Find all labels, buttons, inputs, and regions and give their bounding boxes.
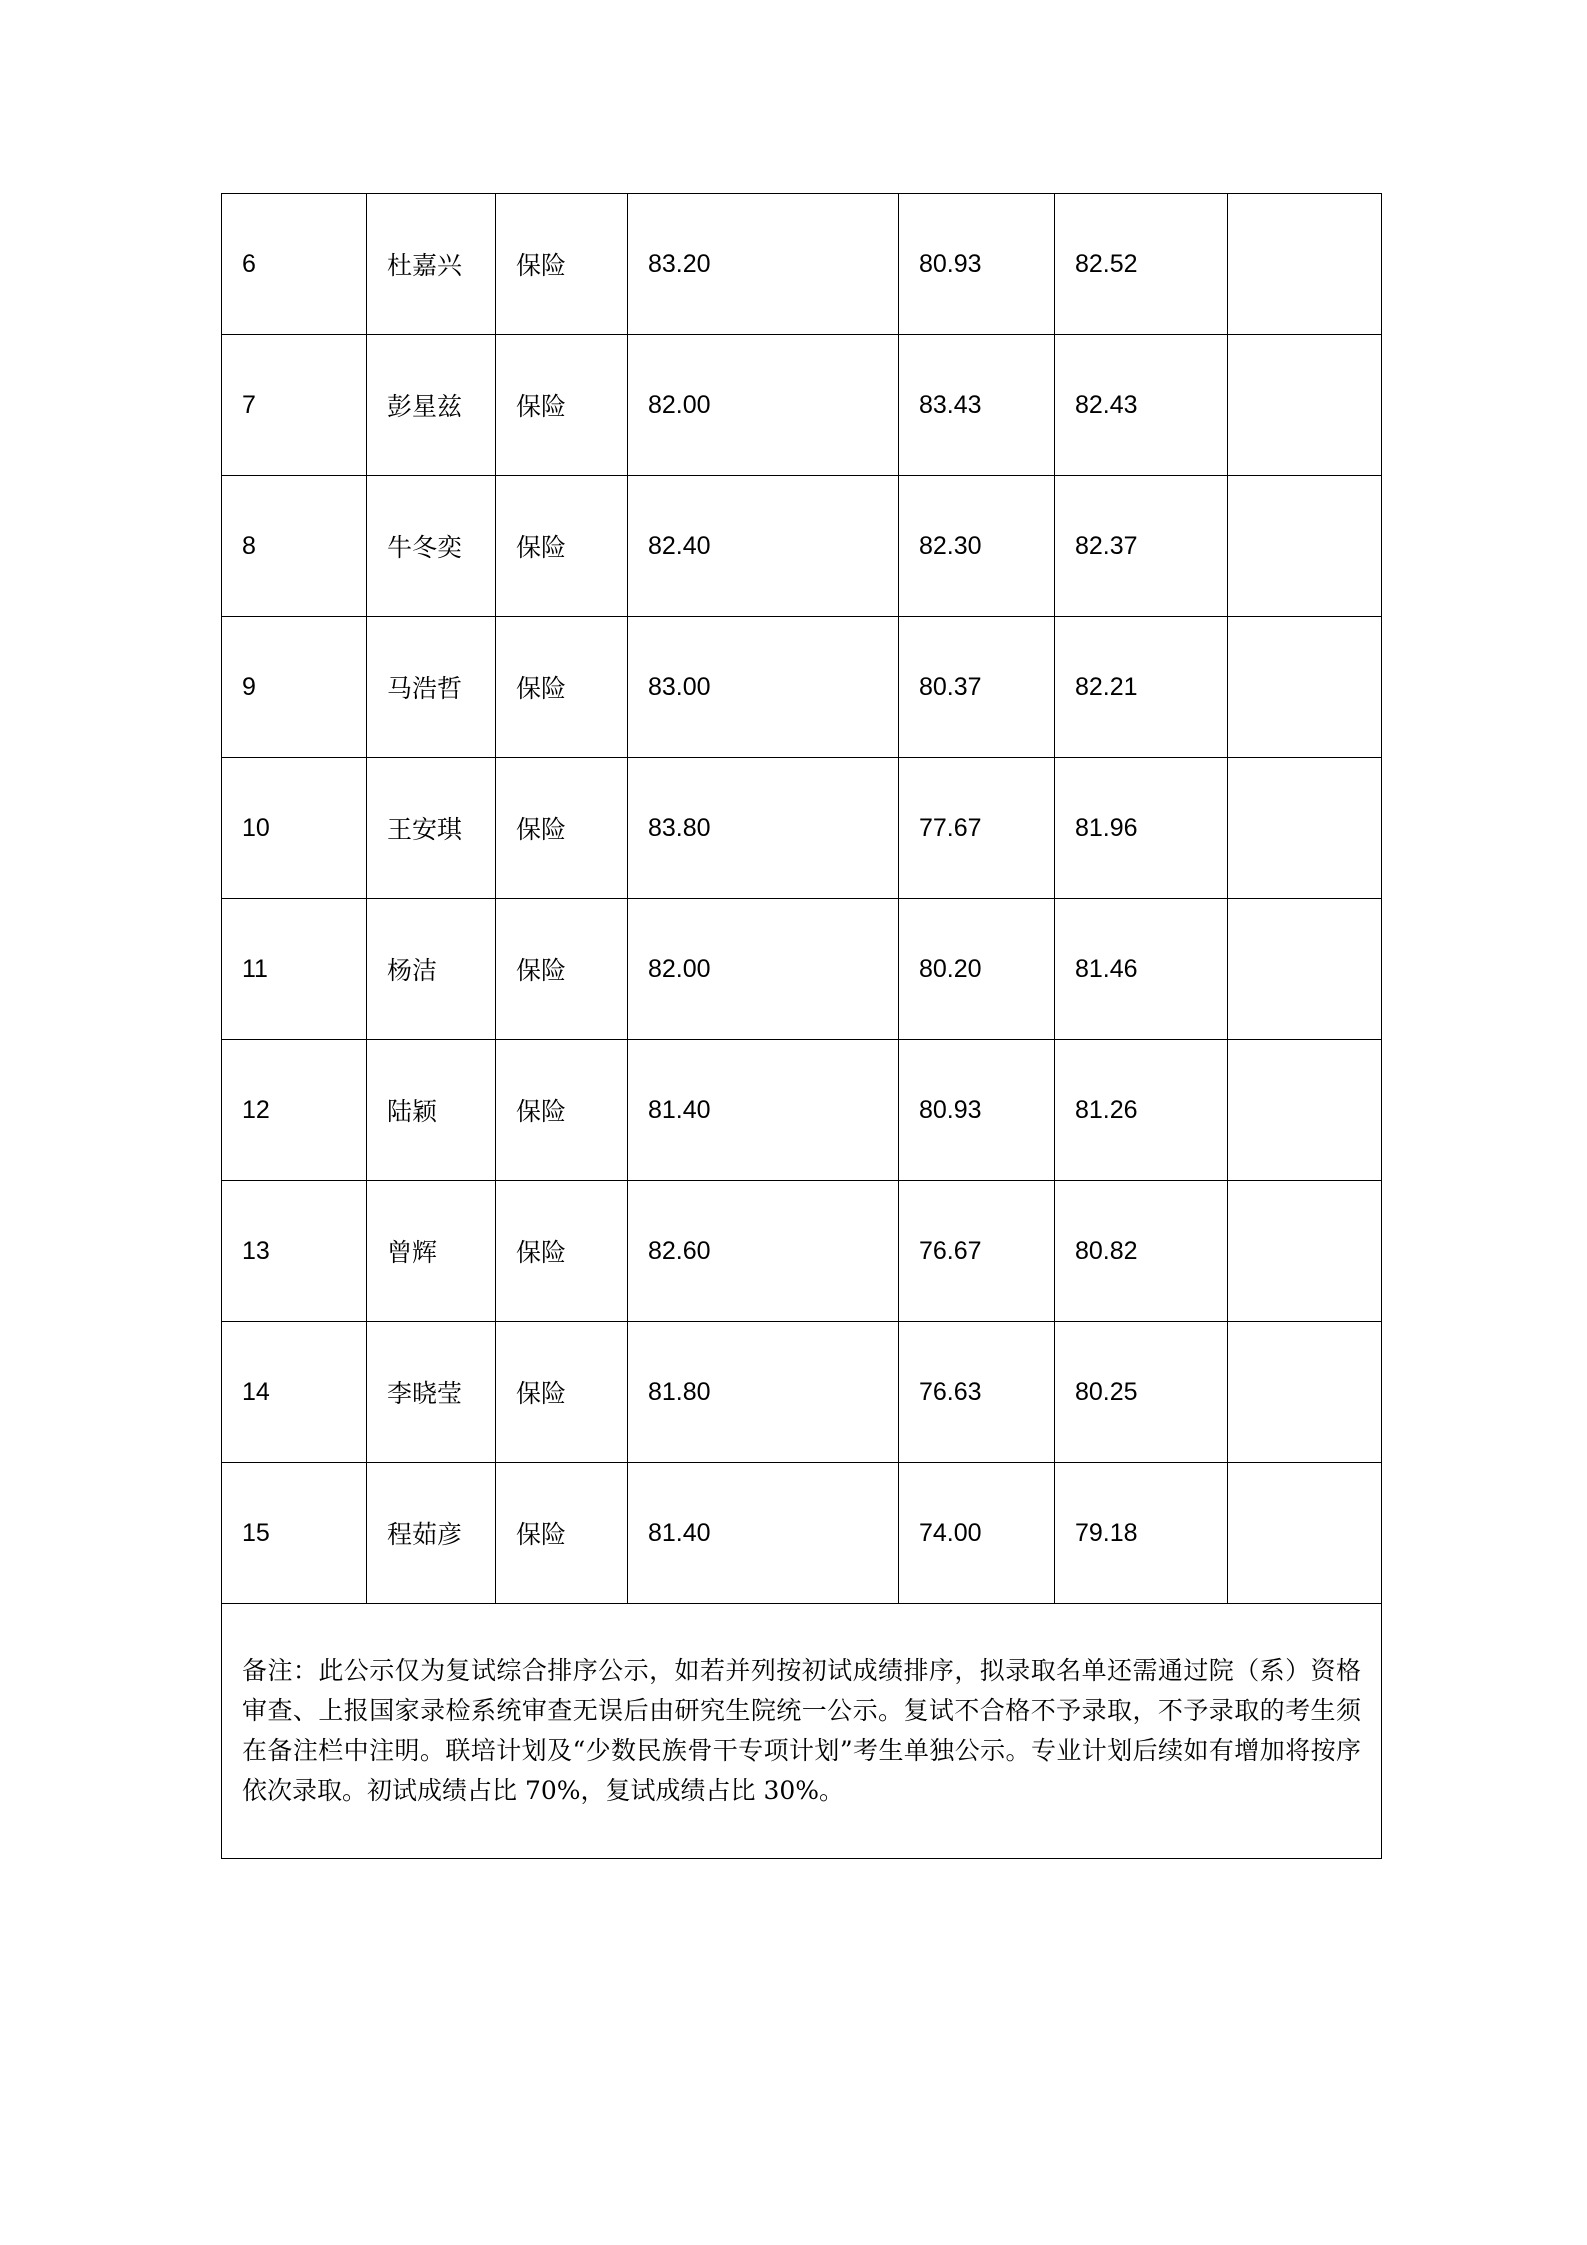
total-score-cell: 81.96 bbox=[1055, 758, 1228, 899]
retest-score-cell: 77.67 bbox=[899, 758, 1055, 899]
remark-cell bbox=[1228, 1181, 1382, 1322]
remark-cell bbox=[1228, 1040, 1382, 1181]
major-cell: 保险 bbox=[496, 1181, 628, 1322]
total-score-cell: 80.82 bbox=[1055, 1181, 1228, 1322]
retest-ranking-table bbox=[221, 193, 1382, 1859]
major-cell: 保险 bbox=[496, 1040, 628, 1181]
name-cell: 牛冬奕 bbox=[367, 476, 496, 617]
name-cell: 彭星兹 bbox=[367, 335, 496, 476]
total-score-cell: 80.25 bbox=[1055, 1322, 1228, 1463]
table-row bbox=[222, 899, 1382, 1040]
name-cell: 李晓莹 bbox=[367, 1322, 496, 1463]
remark-cell bbox=[1228, 335, 1382, 476]
initial-score-cell: 82.40 bbox=[628, 476, 899, 617]
note-row bbox=[222, 1604, 1382, 1859]
total-score-cell: 79.18 bbox=[1055, 1463, 1228, 1604]
name-cell: 杨洁 bbox=[367, 899, 496, 1040]
retest-score-cell: 80.20 bbox=[899, 899, 1055, 1040]
retest-score-cell: 80.93 bbox=[899, 1040, 1055, 1181]
table-row bbox=[222, 617, 1382, 758]
major-cell: 保险 bbox=[496, 1322, 628, 1463]
table-row bbox=[222, 1463, 1382, 1604]
total-score-cell: 81.46 bbox=[1055, 899, 1228, 1040]
name-cell: 陆颖 bbox=[367, 1040, 496, 1181]
remark-cell bbox=[1228, 899, 1382, 1040]
rank-cell: 10 bbox=[222, 758, 367, 899]
major-cell: 保险 bbox=[496, 194, 628, 335]
retest-score-cell: 82.30 bbox=[899, 476, 1055, 617]
retest-score-cell: 76.63 bbox=[899, 1322, 1055, 1463]
name-cell: 杜嘉兴 bbox=[367, 194, 496, 335]
remark-cell bbox=[1228, 1463, 1382, 1604]
retest-score-cell: 80.37 bbox=[899, 617, 1055, 758]
initial-score-cell: 83.00 bbox=[628, 617, 899, 758]
total-score-cell: 82.43 bbox=[1055, 335, 1228, 476]
retest-score-cell: 74.00 bbox=[899, 1463, 1055, 1604]
initial-score-cell: 83.80 bbox=[628, 758, 899, 899]
table-row bbox=[222, 1040, 1382, 1181]
remark-cell bbox=[1228, 617, 1382, 758]
rank-cell: 6 bbox=[222, 194, 367, 335]
initial-score-cell: 82.60 bbox=[628, 1181, 899, 1322]
total-score-cell: 81.26 bbox=[1055, 1040, 1228, 1181]
table-row bbox=[222, 335, 1382, 476]
major-cell: 保险 bbox=[496, 476, 628, 617]
initial-score-cell: 81.40 bbox=[628, 1463, 899, 1604]
table-row bbox=[222, 1322, 1382, 1463]
rank-cell: 7 bbox=[222, 335, 367, 476]
name-cell: 程茹彦 bbox=[367, 1463, 496, 1604]
major-cell: 保险 bbox=[496, 1463, 628, 1604]
initial-score-cell: 81.40 bbox=[628, 1040, 899, 1181]
rank-cell: 13 bbox=[222, 1181, 367, 1322]
initial-score-cell: 83.20 bbox=[628, 194, 899, 335]
major-cell: 保险 bbox=[496, 758, 628, 899]
remark-cell bbox=[1228, 194, 1382, 335]
rank-cell: 9 bbox=[222, 617, 367, 758]
remark-cell bbox=[1228, 1322, 1382, 1463]
rank-cell: 8 bbox=[222, 476, 367, 617]
retest-score-cell: 80.93 bbox=[899, 194, 1055, 335]
name-cell: 曾辉 bbox=[367, 1181, 496, 1322]
rank-cell: 14 bbox=[222, 1322, 367, 1463]
table-row bbox=[222, 1181, 1382, 1322]
retest-score-cell: 76.67 bbox=[899, 1181, 1055, 1322]
total-score-cell: 82.52 bbox=[1055, 194, 1228, 335]
table-row bbox=[222, 758, 1382, 899]
table-row bbox=[222, 476, 1382, 617]
major-cell: 保险 bbox=[496, 335, 628, 476]
remark-cell bbox=[1228, 476, 1382, 617]
rank-cell: 15 bbox=[222, 1463, 367, 1604]
rank-cell: 11 bbox=[222, 899, 367, 1040]
note-cell bbox=[222, 1604, 1382, 1859]
initial-score-cell: 81.80 bbox=[628, 1322, 899, 1463]
note-text: 备注：此公示仅为复试综合排序公示，如若并列按初试成绩排序，拟录取名单还需通过院（系）资格审查、上报国家录检系统审查无误后由研究生院统一公示。复试不合格不予录取，不予录取的考生须在备注栏中注明。联培计划及“少数民族骨干专项计划”考生单独公示。专业计划后续如有增加将按序依次录取。初试成绩占比 70%，复试成绩占比 30%。 bbox=[242, 1656, 1361, 1805]
name-cell: 王安琪 bbox=[367, 758, 496, 899]
table-row bbox=[222, 194, 1382, 335]
remark-cell bbox=[1228, 758, 1382, 899]
name-cell: 马浩哲 bbox=[367, 617, 496, 758]
initial-score-cell: 82.00 bbox=[628, 899, 899, 1040]
initial-score-cell: 82.00 bbox=[628, 335, 899, 476]
major-cell: 保险 bbox=[496, 617, 628, 758]
major-cell: 保险 bbox=[496, 899, 628, 1040]
table-body bbox=[222, 194, 1382, 1604]
total-score-cell: 82.37 bbox=[1055, 476, 1228, 617]
total-score-cell: 82.21 bbox=[1055, 617, 1228, 758]
rank-cell: 12 bbox=[222, 1040, 367, 1181]
retest-score-cell: 83.43 bbox=[899, 335, 1055, 476]
